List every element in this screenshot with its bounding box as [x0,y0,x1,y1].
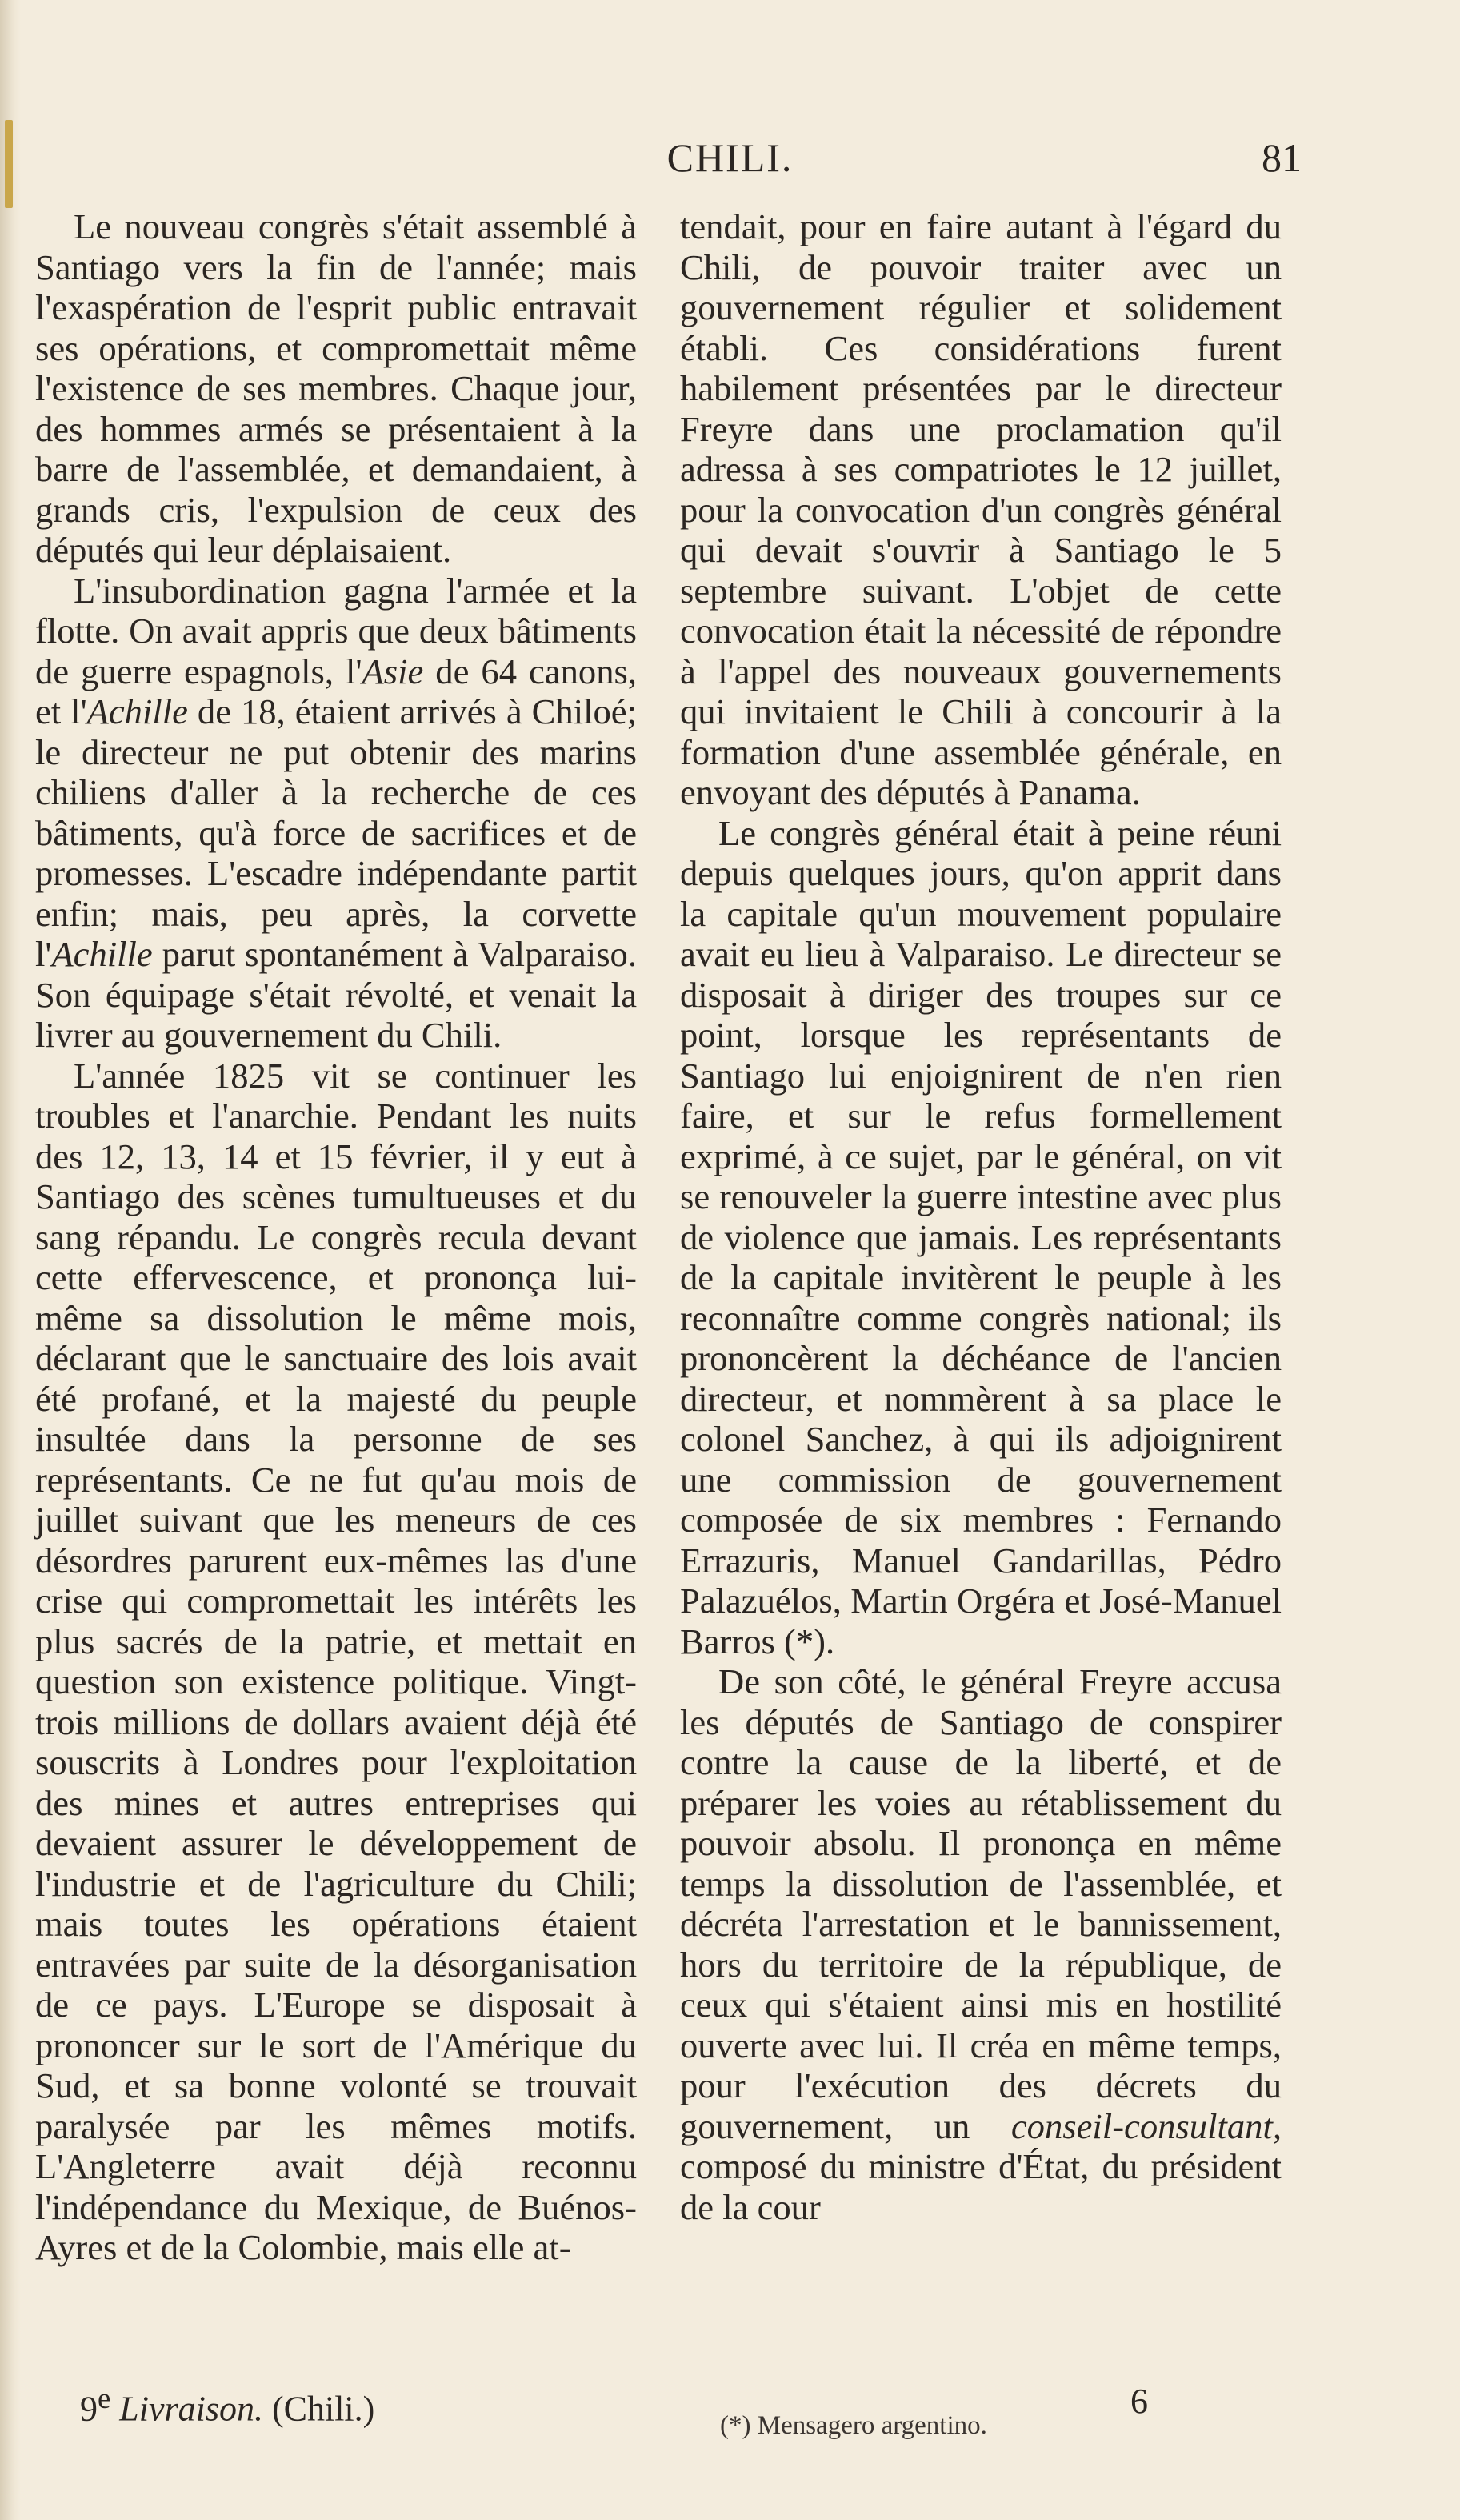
sheet-number: 6 [1130,2382,1148,2421]
signature-line [80,2381,374,2430]
italic-ship-name: Achille [86,691,188,731]
paragraph: tendait, pour en faire autant à l'égard du Chili, de pouvoir traiter avec un gouvernement régulier et solidement établi. Ces considérations furent habilement présentées par le directeur Freyre dans une proclamation qu'il adressa à ses compatriotes le 12 juillet, pour la convocation d'un congrès général qui devait s'ouvrir à Santiago le 5 septembre suivant. L'objet de cette convocation était la nécessité de répondre à l'appel des nouveaux gouvernements qui invitaient le Chili à concourir à la formation d'une assemblée générale, en envoyant des députés à Panama. [680,206,1282,812]
italic-ship-name: Achille [51,934,153,974]
running-head [0,134,1460,190]
footnote: (*) Mensagero argentino. [720,2411,987,2440]
paragraph: L'année 1825 vit se continuer les troubles et l'anarchie. Pendant les nuits des 12, 13, 14 et 15 février, il y eut à Santiago des scènes tumultueuses et du sang répandu. Le congrès recula devant cette effervescence, et prononça lui-même sa dissolution le même mois, déclarant que le sanctuaire des lois avait été profané, et la majesté du peuple insultée dans la personne de ses représentants. Ce ne fut qu'au mois de juillet suivant que les meneurs de ces désordres parurent eux-mêmes las d'une crise qui compromettait les intérêts les plus sacrés de la patrie, et mettait en question son existence politique. Vingt-trois millions de dollars avaient déjà été souscrits à Londres pour l'exploitation des mines et autres entreprises qui devaient assurer le développement de l'industrie et de l'agriculture du Chili; mais toutes les opérations étaient entravées par suite de la désorganisation de ce pays. L'Europe se disposait à prononcer sur le sort de l'Amérique du Sud, et sa bonne volonté se trouvait paralysée par les mêmes motifs. L'Angleterre avait déjà reconnu l'indépendance du Mexique, de Buénos-Ayres et de la Colombie, mais elle at- [35,1055,637,2267]
paragraph: Le congrès général était à peine réuni depuis quelques jours, qu'on apprit dans la capitale qu'un mouvement populaire avait eu lieu à Valparaiso. Le directeur se disposait à diriger des troupes sur ce point, lorsque les représentants de Santiago lui enjoignirent de n'en rien faire, et sur le refus formellement exprimé, à ce sujet, par le général, on vit se renouveler la guerre intestine avec plus de violence que jamais. Les représentants de la capitale invitèrent le peuple à les reconnaître comme congrès national; ils prononcèrent la déchéance de l'ancien directeur, et nommèrent à sa place le colonel Sanchez, à qui ils adjoignirent une commission de gouvernement composée de six membres : Fernando Errazuris, Manuel Gandarillas, Pédro Palazuélos, Martin Orgéra et José-Manuel Barros (*). [680,812,1282,1661]
text-run: De son côté, le général Freyre accusa les députés de Santiago de conspirer contre la cause de la liberté, et de préparer les voies au rétablissement du pouvoir absolu. Il prononça en même temps la dissolution de l'assemblée, et décréta l'arrestation et le bannissement, hors du territoire de la république, de ceux qui s'étaient ainsi mis en hostilité ouverte avec lui. Il créa en même temps, pour l'exécution des décrets du gouvernement, un [680,1661,1282,2146]
running-title: CHILI. [666,135,794,180]
text-run: L'insubordination gagna l'armée et la flotte. On avait appris que deux bâtiments de guerre espagnols, l' [35,570,637,691]
paragraph [35,571,637,1056]
italic-term: conseil-consultant, [1010,2105,1282,2146]
paragraph [680,1661,1282,2227]
signature-word: Livraison. [119,2389,263,2429]
signature-sup: e [98,2382,111,2414]
left-column [35,206,637,2268]
italic-ship-name: Asie [362,651,424,691]
text-run: parut spontanément à Valparaiso. Son équipage s'était révolté, et venait la livrer au gouvernement du Chili. [35,934,637,1055]
text-run: composé du ministre d'État, du président de la cour [680,2146,1282,2227]
page-number: 81 [1262,135,1302,180]
paragraph: Le nouveau congrès s'était assemblé à Santiago vers la fin de l'année; mais l'exaspération de l'esprit public entravait ses opérations, et compromettait même l'existence de ses membres. Chaque jour, des hommes armés se présentaient à la barre de l'assemblée, et demandaient, à grands cris, l'expulsion de ceux des députés qui leur déplaisaient. [35,206,637,570]
signature-number: 9 [80,2389,98,2429]
signature-country: (Chili.) [271,2389,375,2429]
text-run: de 64 canons, et l' [35,651,637,731]
right-column [680,206,1282,2227]
page-edge [0,0,21,2520]
text-run: de 18, étaient arrivés à Chiloé; le directeur ne put obtenir des marins chiliens d'aller à la recherche de ces bâtiments, qu'à force de sacrifices et de promesses. L'escadre indépendante partit enfin; mais, peu après, la corvette l' [35,691,637,974]
